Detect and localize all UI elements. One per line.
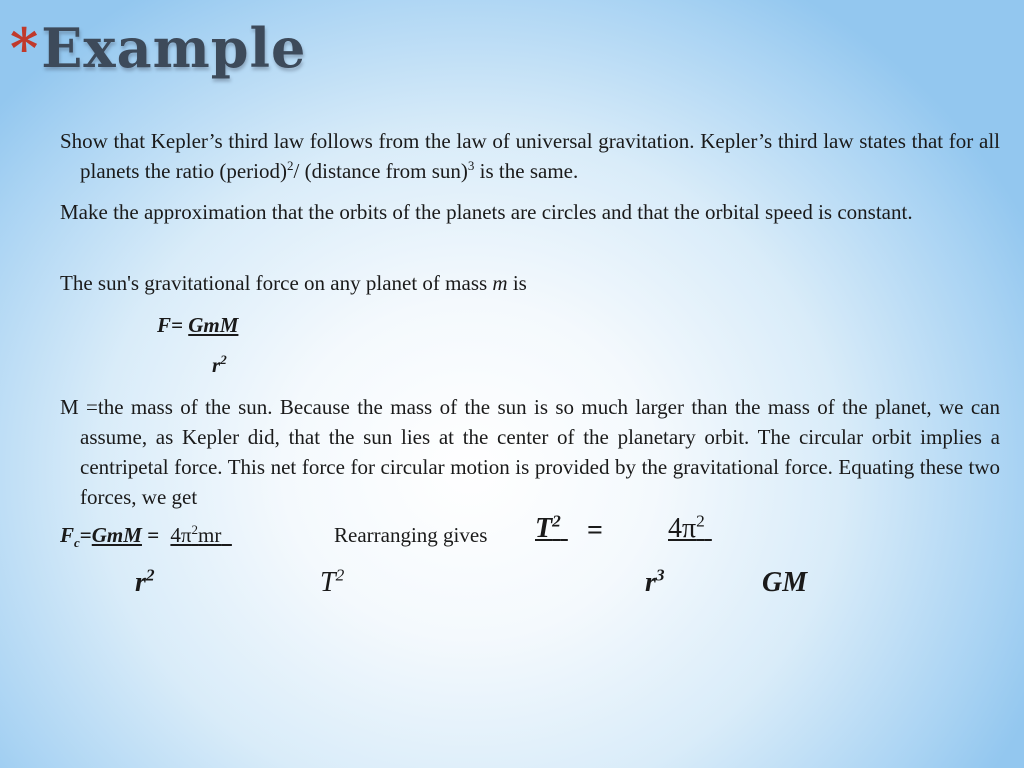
p1-text-c: is the same. [474,159,579,183]
r2-base: r [135,567,146,598]
t-squared-numerator [535,511,568,544]
T2-exp: 2 [335,565,345,585]
slide-title [10,8,306,98]
fc-equals-2: = [141,523,165,547]
asterisk-bullet-icon: * [10,16,40,80]
p4-text: M =the mass of the sun. Because the mass of the sun is so much larger than the mass of the planet, we can assume, as Kepler did, that the sun lies at the center of the planetary orbit. The circular orbit implies a centripetal force. This net force for circular motion is provided by the gravitational force. Equating these two forces, we get [60,395,1000,509]
r-squared-denominator [135,565,155,598]
paragraph-mass-of-sun [60,392,1000,512]
fc-rhs-numerator [170,523,231,547]
formula1-lhs: F= [157,313,183,337]
t-base: T [535,513,553,544]
gm-denominator [762,568,807,598]
r3-exp: 3 [655,565,665,585]
fc-equals: = [79,523,92,547]
paragraph-approximation [60,197,1000,227]
formula1-den-base: r [212,353,221,377]
four-pi-squared-numerator [668,511,712,544]
title-text: Example [41,16,307,80]
fc-gmm-numerator: GmM [91,523,142,547]
formula1-den-exp: 2 [220,352,227,367]
four-pi-exp: 2 [696,511,705,531]
p1-text-b: / (distance from sun) [293,159,468,183]
p3-text-a: The sun's gravitational force on any planet of mass [60,271,493,295]
t-equals [587,516,603,546]
p2-text: Make the approximation that the orbits of the planets are circles and that the orbital speed is constant. [60,200,913,224]
T-squared-denominator [320,565,345,598]
t-exp: 2 [552,511,561,531]
formula-force-numerator [157,310,238,340]
rearranging-text [334,520,487,550]
rhs-4pi-exp: 2 [191,522,199,537]
four-pi: 4π [668,513,697,544]
p1-sup-distance: 3 [467,158,475,173]
paragraph-kepler-law [60,126,1000,186]
paragraph-gravity-force [60,268,1000,298]
formula1-numerator: GmM [188,313,239,337]
T2-base: T [320,567,336,598]
p3-text-b: is [507,271,527,295]
p1-text-a: Show that Kepler’s third law follows from the law of universal gravitation. Kepler’s third law states that for all planets the ratio (period) [60,129,1000,183]
p1-sup-period: 2 [287,158,294,173]
rearranging-label: Rearranging gives [334,523,488,547]
rhs-mr: mr [198,523,222,547]
r3-base: r [645,567,656,598]
rhs-4pi: 4π [170,523,192,547]
r-cubed-denominator [645,565,665,598]
gm: GM [762,567,808,598]
p3-mass-symbol: m [492,271,508,295]
r2-exp: 2 [145,565,155,585]
fc-sub: c [74,535,80,551]
formula-centripetal-equation [60,520,232,550]
eq2: = [587,515,603,546]
fc-base: F [60,523,75,547]
formula-force-denominator [212,350,227,380]
